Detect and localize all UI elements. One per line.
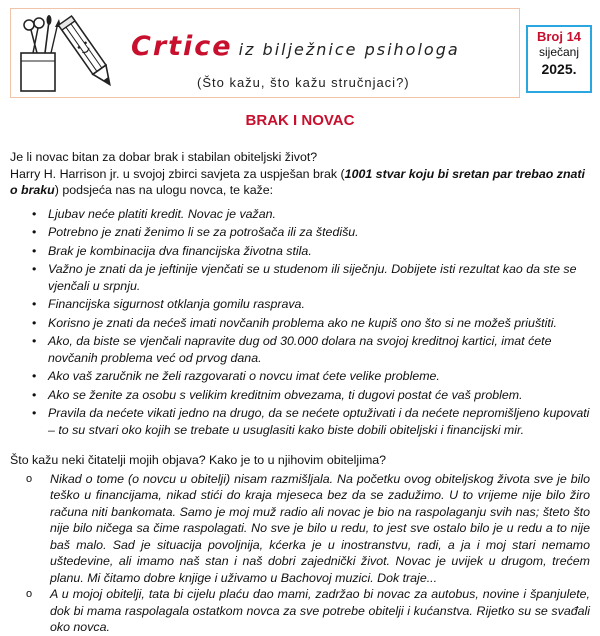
list-item: • Pravila da nećete vikati jedno na drugo, da se nećete optuživati i da nećete nepromišljeno kupovati – to su stvari oko kojih se trebate u usuglasiti kako biste dobili obiteljski i financijski mir. <box>10 405 590 438</box>
list-item: • Ako vaš zaručnik ne želi razgovarati o novcu imat ćete velike probleme. <box>10 368 590 385</box>
readers-question: Što kažu neki čitatelji mojih objava? Kako je to u njihovim obiteljima? <box>10 453 387 467</box>
intro-text-post: ) podsjeća nas na ulogu novca, te kaže: <box>54 183 274 197</box>
issue-number: Broj 14 <box>536 29 582 44</box>
newsletter-subtitle: (Što kažu, što kažu stručnjaci?) <box>197 75 410 90</box>
reader-answer: o A u mojoj obitelji, tata bi cijelu plaću dao mami, zadržao bi novac za autobus, novine i španjulete, dok bi mama raspolagala ostatkom novca za sve potrebe obitelji i kućanstva. Rijetko su se svađali oko novca. <box>10 586 590 636</box>
article-body <box>10 149 590 636</box>
intro-question: Je li novac bitan za dobar brak i stabilan obiteljski život? <box>10 150 318 164</box>
article-heading: BRAK I NOVAC <box>245 112 355 129</box>
advice-list <box>10 206 590 439</box>
title-main: Crtice <box>131 31 233 62</box>
issue-box <box>526 25 592 93</box>
list-item: • Ljubav neće platiti kredit. Novac je važan. <box>10 206 590 223</box>
title-rest: iz bilježnice psihologa <box>238 40 460 59</box>
newsletter-header <box>10 8 520 98</box>
issue-month: siječanj <box>538 45 580 59</box>
stationery-pencil-illustration <box>15 13 125 95</box>
list-item: • Ako se ženite za osobu s velikim kreditnim obvezama, ti dugovi postat će vaš problem. <box>10 387 590 404</box>
list-item: • Ako, da biste se vjenčali napravite dug od 30.000 dolara na svojoj kreditnoj kartici, imat ćete novčanih problema već od prvog dana. <box>10 333 590 366</box>
list-item: • Korisno je znati da nećeš imati novčanih problema ako ne kupiš ono što si ne možeš priuštiti. <box>10 315 590 332</box>
newsletter-title <box>131 31 460 62</box>
reader-answer: o Nikad o tome (o novcu u obitelji) nisam razmišljala. Na početku ovog obiteljskog života sve je bilo teško u financijama, nikad stići do kraja mjeseca bez da se zadužimo. U to vrijeme nije bilo žiro računa niti bankomata. Samo je moj muž radio ali novac je bio na raspolaganju svih nas; šteto što nije bilo ničega sa čime raspolagati. No sve je bilo u redu, to jest sve ostalo bilo je u redu a to nije baš malo. Sad je situacija povoljnija, kćerka je u inostranstvu, radi, a ja i moj stari nemamo uštedevine, ali imamo naš stan i naš dobri zajednički život. Novac je uvijek u drugom, trećem planu. Mi čitamo dobre knjige i uživamo u Bachovoj muzici. Dok traje... <box>10 471 590 587</box>
list-item: • Brak je kombinacija dva financijska životna stila. <box>10 243 590 260</box>
list-item: • Važno je znati da je jeftinije vjenčati se u studenom ili siječnju. Dobijete isti rezultat kao da ste se vjenčali u srpnju. <box>10 261 590 294</box>
reader-answers-list <box>10 471 590 636</box>
book-title: 1001 stvar koju bi sretan par trebao znati o braku <box>10 166 586 197</box>
issue-year: 2025. <box>541 61 577 77</box>
list-item: • Potrebno je znati ženimo li se za potrošača ili za štedišu. <box>10 224 590 241</box>
list-item: • Financijska sigurnost otklanja gomilu rasprava. <box>10 296 590 313</box>
intro-paragraph <box>10 166 590 199</box>
intro-text-pre: Harry H. Harrison jr. u svojoj zbirci savjeta za uspješan brak ( <box>10 166 345 181</box>
